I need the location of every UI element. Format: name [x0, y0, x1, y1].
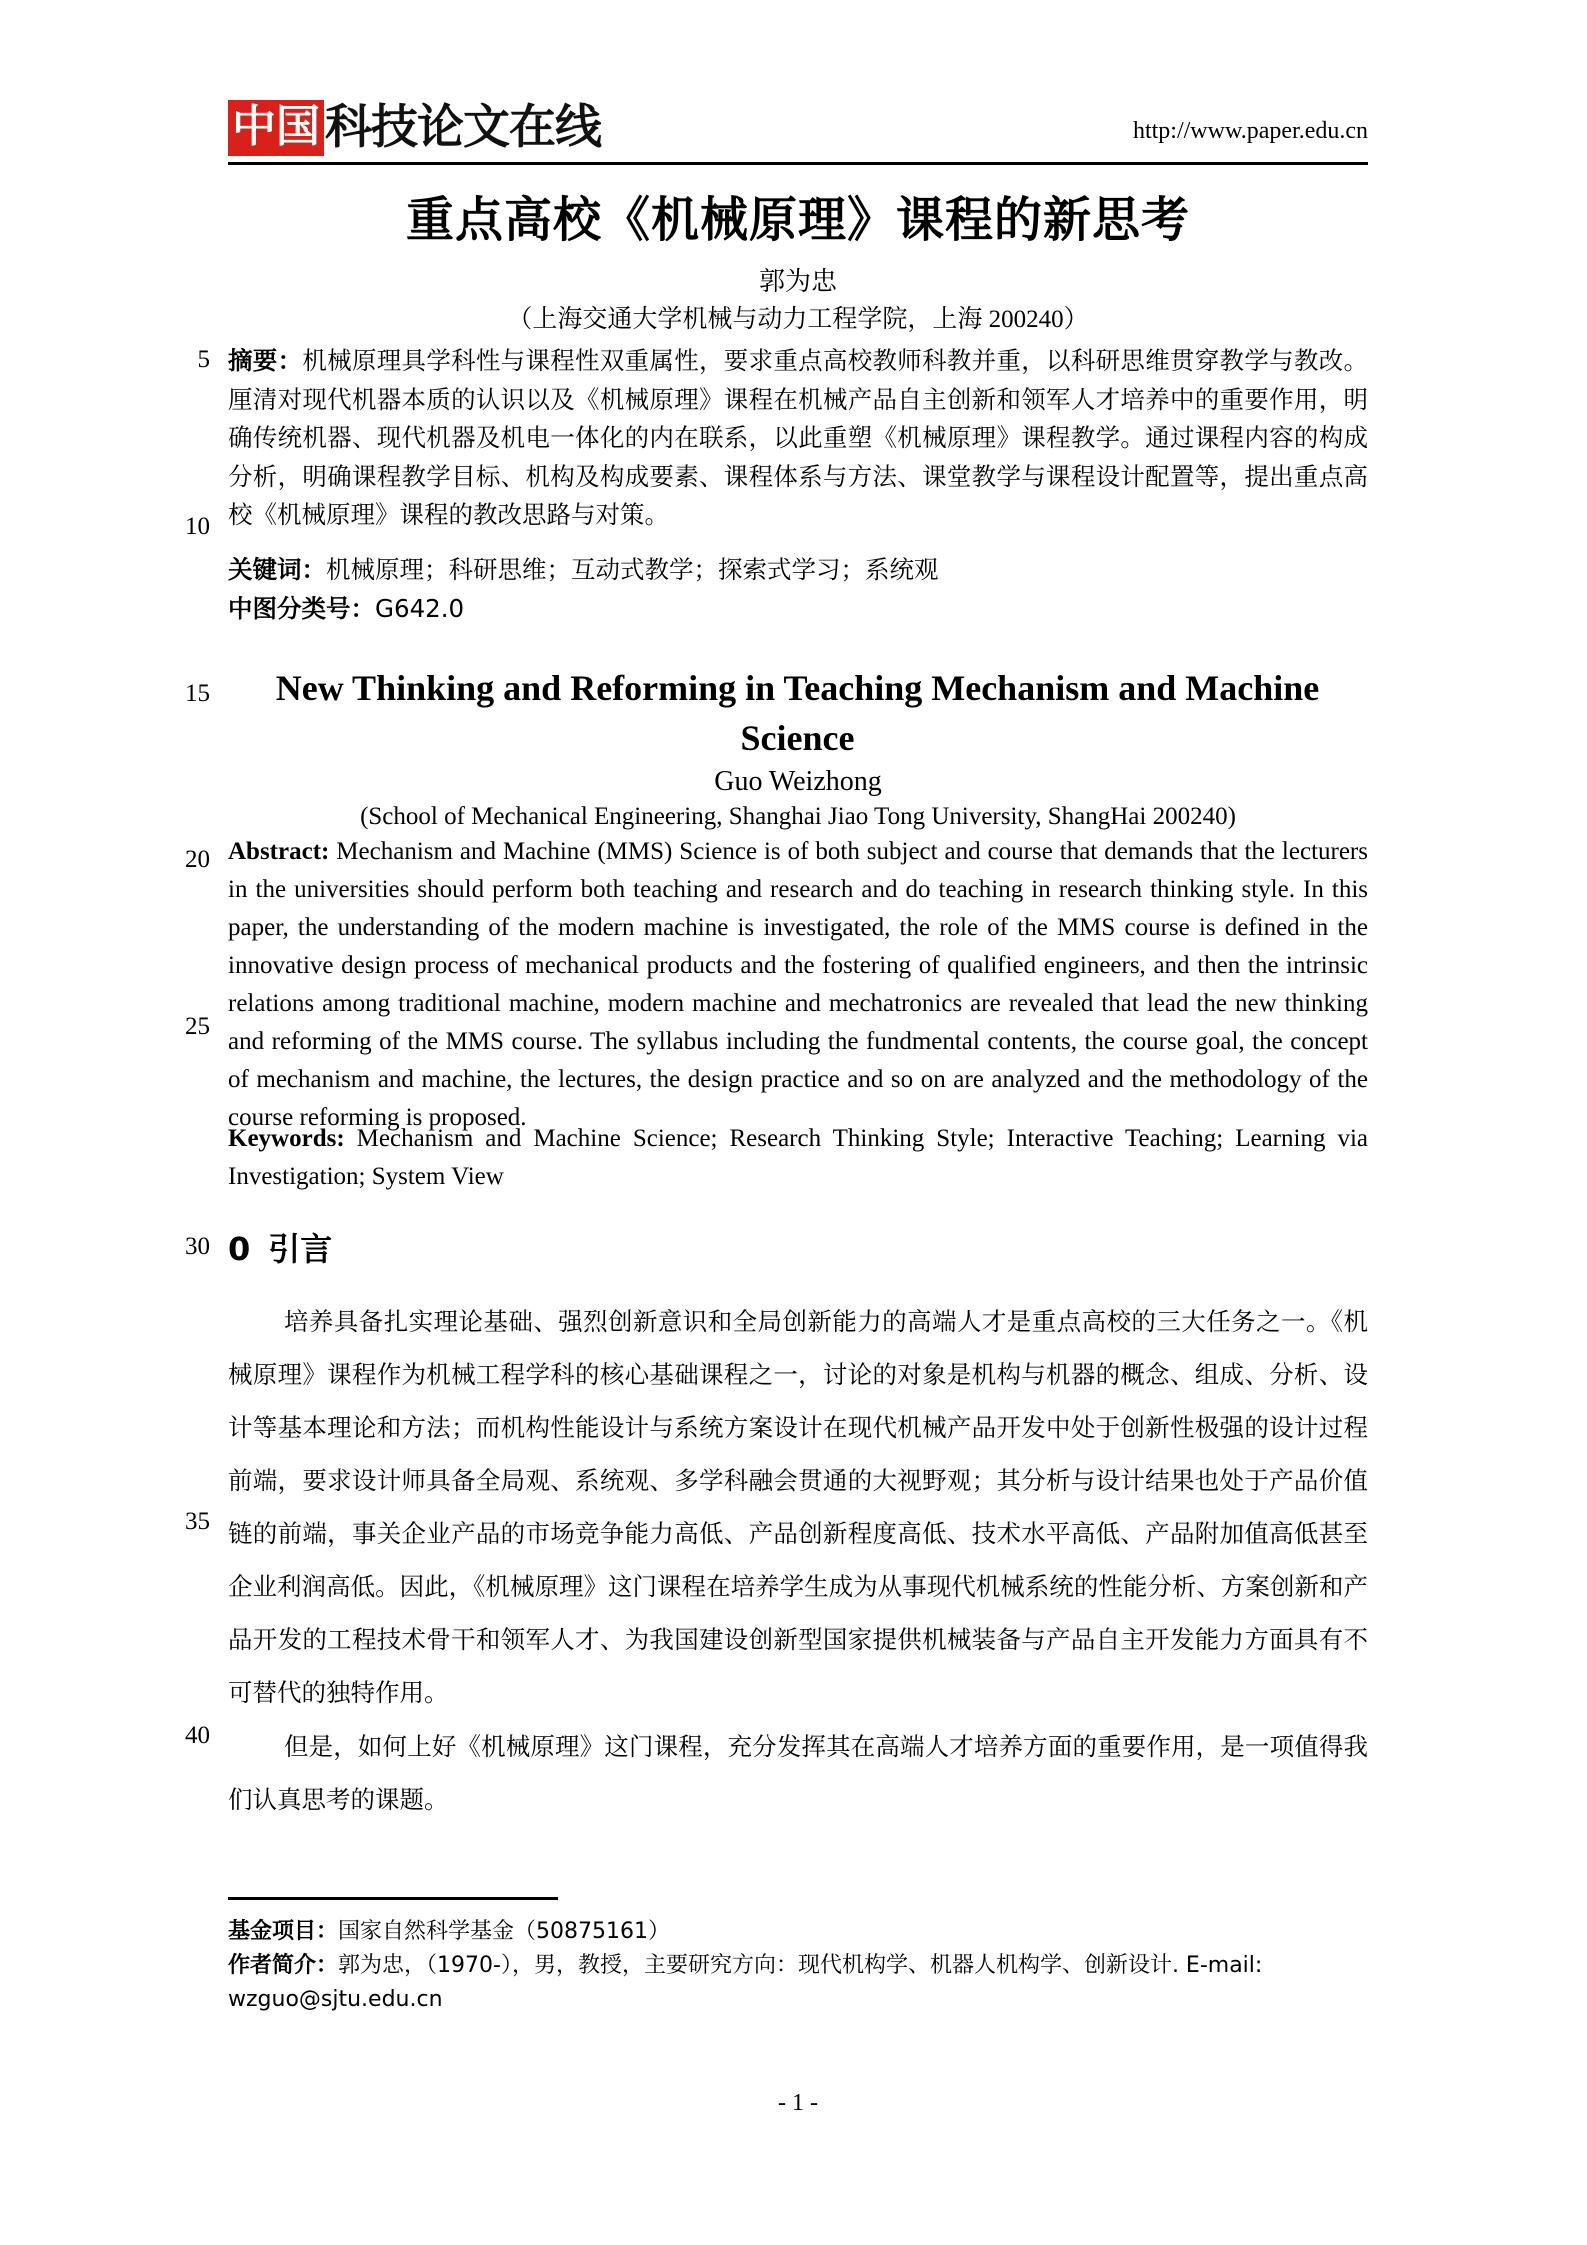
line-number: 10 [185, 513, 210, 540]
line-number-gutter [160, 0, 210, 2245]
page-title-english: New Thinking and Reforming in Teaching Mechanism and Machine Science [275, 668, 1320, 758]
footnote-fund-label: 基金项目： [228, 1919, 339, 1944]
keywords-chinese-label: 关键词： [228, 555, 326, 584]
author-english: Guo Weizhong [714, 766, 882, 797]
keywords-chinese [228, 551, 1368, 590]
footnote-fund-text: 国家自然科学基金（50875161） [338, 1919, 670, 1944]
section-heading-introduction [228, 1227, 332, 1271]
line-number: 25 [185, 1013, 210, 1040]
line-number: 30 [185, 1233, 210, 1260]
line-number: 5 [197, 346, 210, 373]
keywords-chinese-text: 机械原理；科研思维；互动式教学；探索式学习；系统观 [326, 555, 939, 584]
logo-black-text: 科技论文在线 [325, 100, 601, 155]
footnote-bio-label: 作者简介： [228, 1953, 339, 1978]
section-title: 引言 [268, 1230, 333, 1268]
site-logo [228, 100, 601, 156]
abstract-chinese-text: 机械原理具学科性与课程性双重属性，要求重点高校教师科教并重，以科研思维贯穿教学与教改。厘清对现代机器本质的认识以及《机械原理》课程在机械产品自主创新和领军人才培养中的重要作用，明确传统机器、现代机器及机电一体化的内在联系，以此重塑《机械原理》课程教学。通过课程内容的构成分析，明确课程教学目标、机构及构成要素、课程体系与方法、课堂教学与课程设计配置等，提出重点高校《机械原理》课程的教改思路与对策。 [228, 346, 1369, 529]
abstract-english [228, 833, 1368, 1137]
keywords-english [228, 1120, 1368, 1196]
abstract-english-text: Mechanism and Machine (MMS) Science is of both subject and course that demands that the lecturers in the universities should perform both teaching and research and do teaching in research thinking style. In this paper, the understanding of the modern machine is investigated, the role of the MMS course is defined in the innovative design process of mechanical products and the fostering of qualified engineers, and then the intrinsic relations among traditional machine, modern machine and mechatronics are revealed that lead the new thinking and reforming of the MMS course. The syllabus including the fundmental contents, the course goal, the concept of mechanism and machine, the lectures, the design practice and so on are analyzed and the methodology of the course reforming is proposed. [228, 838, 1368, 1131]
author-chinese: 郭为忠 [758, 267, 837, 296]
keywords-english-text: Mechanism and Machine Science; Research Thinking Style; Interactive Teaching; Learning via Investigation; System View [228, 1125, 1368, 1190]
body-paragraph: 培养具备扎实理论基础、强烈创新意识和全局创新能力的高端人才是重点高校的三大任务之一。《机械原理》课程作为机械工程学科的核心基础课程之一，讨论的对象是机构与机器的概念、组成、分析、设计等基本理论和方法；而机构性能设计与系统方案设计在现代机械产品开发中处于创新性极强的设计过程前端，要求设计师具备全局观、系统观、多学科融会贯通的大视野观；其分析与设计结果也处于产品价值链的前端，事关企业产品的市场竞争能力高低、产品创新程度高低、技术水平高低、产品附加值高低甚至企业利润高低。因此，《机械原理》这门课程在培养学生成为从事现代机械系统的性能分析、方案创新和产品开发的工程技术骨干和领军人才、为我国建设创新型国家提供机械装备与产品自主开发能力方面具有不可替代的独特作用。 [228, 1307, 1368, 1707]
line-number: 15 [185, 680, 210, 707]
footnote-bio-text: 郭为忠，（1970-），男，教授，主要研究方向：现代机构学、机器人机构学、创新设计. E-mail: wzguo@sjtu.edu.cn [228, 1953, 1263, 2012]
page-title-chinese: 重点高校《机械原理》课程的新思考 [405, 192, 1190, 248]
affiliation-english: (School of Mechanical Engineering, Shanghai Jiao Tong University, ShangHai 200240) [360, 803, 1236, 830]
footnote-block [228, 1915, 1368, 2017]
clc-number-text: G642.0 [375, 594, 465, 623]
site-url: http://www.paper.edu.cn [1132, 118, 1368, 144]
line-number: 35 [185, 1508, 210, 1535]
clc-number-label: 中图分类号： [228, 594, 375, 623]
abstract-english-label: Abstract: [228, 838, 330, 865]
body-paragraph: 但是，如何上好《机械原理》这门课程，充分发挥其在高端人才培养方面的重要作用，是一项值得我们认真思考的课题。 [228, 1732, 1368, 1814]
line-number: 20 [185, 846, 210, 873]
affiliation-chinese: （上海交通大学机械与动力工程学院，上海 200240） [507, 306, 1089, 333]
abstract-chinese [228, 342, 1368, 535]
section-number: 0 [228, 1230, 251, 1268]
abstract-chinese-label: 摘要： [228, 346, 303, 375]
footnote-divider [228, 1897, 558, 1900]
line-number: 40 [185, 1722, 210, 1749]
clc-number [228, 590, 1368, 629]
footnote-fund-line [228, 1915, 1368, 1949]
footnote-bio-line [228, 1949, 1368, 2017]
page-header [228, 100, 1368, 166]
keywords-english-label: Keywords: [228, 1125, 345, 1152]
page-number: - 1 - [778, 2090, 818, 2116]
logo-red-text: 中国 [228, 100, 324, 156]
header-divider [228, 162, 1368, 165]
